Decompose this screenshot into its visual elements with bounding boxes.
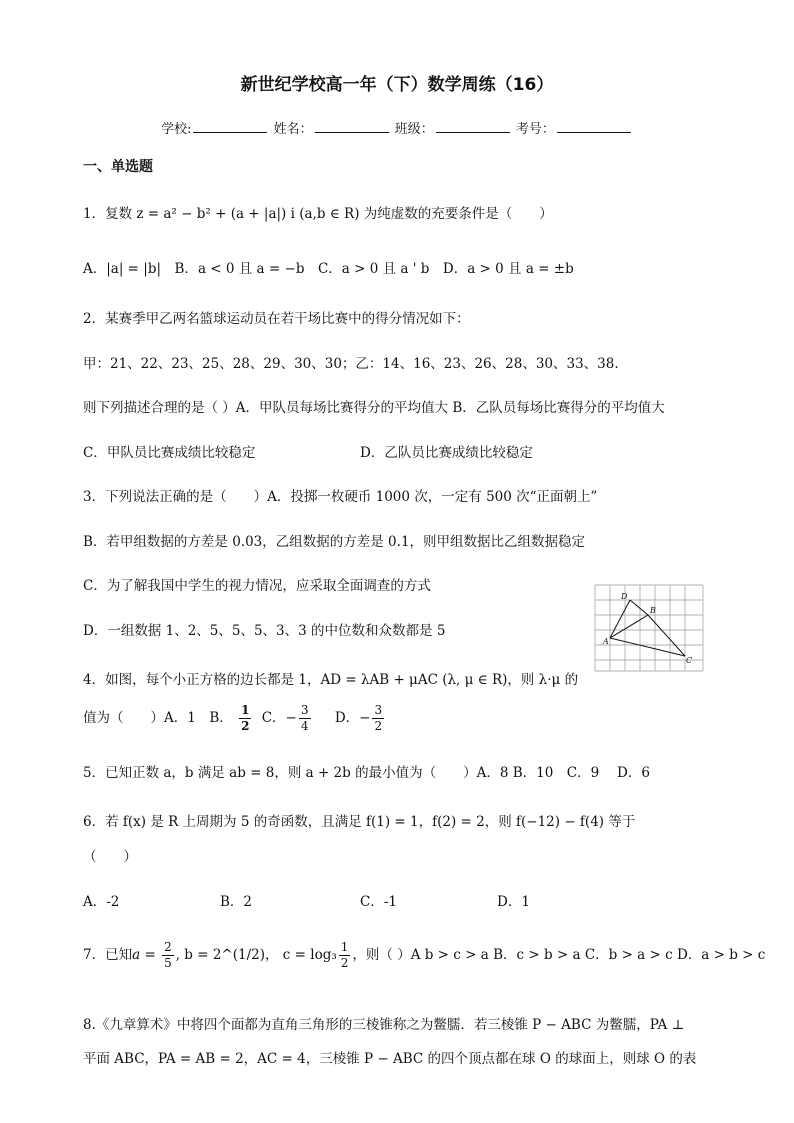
q7-c-fraction (339, 940, 351, 971)
q8-line2: 平面 ABC，PA = AB = 2，AC = 4，三棱锥 P − ABC 的四个顶点都在球 O 的球面上，则球 O 的表 (83, 1051, 697, 1067)
q3-option-c: C．为了解我国中学生的视力情况，应采取全面调查的方式 (83, 578, 431, 594)
grid-triangle-figure (593, 583, 705, 673)
q3-option-b: B．若甲组数据的方差是 0.03，乙组数据的方差是 0.1，则甲组数据比乙组数据稳定 (83, 534, 586, 550)
exam-no-label: 考号： (515, 122, 555, 137)
section-heading: 一、单选题 (83, 159, 153, 175)
q7-a-num: 2 (164, 940, 172, 954)
q4-c-num: 3 (300, 703, 309, 717)
q7-b-part: b = 2^(1/2)， (184, 947, 279, 963)
q4-option-b-fraction (239, 703, 251, 734)
q4-b-num: 1 (241, 703, 250, 717)
q1-options: A．|a| = |b| B．a < 0 且 a = −b C．a > 0 且 a ' b D．a > 0 且 a = ±b (83, 261, 574, 277)
q7-a-den: 5 (164, 956, 172, 970)
class-label: 班级： (394, 122, 434, 137)
q5-stem: 5．已知正数 a，b 满足 ab = 8，则 a + 2b 的最小值为（ ）A．8 B．10 C．9 D．6 (83, 765, 650, 781)
q6-option-b: B．2 (220, 894, 253, 910)
q3-option-d: D．一组数据 1、2、5、5、5、3、3 的中位数和众数都是 5 (83, 623, 446, 639)
label-c: C (686, 656, 693, 665)
class-blank (436, 120, 510, 133)
q2-option-d: D．乙队员比赛成绩比较稳定 (360, 445, 533, 461)
triangle-lines (610, 600, 685, 656)
q1-stem: 1．复数 z = a² − b² + (a + |a|) i (a,b ∈ R) 为纯虚数的充要条件是（ ） (83, 206, 553, 222)
q2-option-c: C．甲队员比赛成绩比较稳定 (83, 445, 256, 461)
page-title: 新世纪学校高一年（下）数学周练（16） (240, 75, 554, 95)
q4-stem: 4．如图，每个小正方格的边长都是 1，AD = λAB + μAC (λ, μ ∈ R)，则 λ·μ 的 (83, 672, 579, 688)
q7-row: 7．已知a = $\frac{2}{5}$ , b = 2^(1/2)， c = log₃ $\frac{1}{2}$ ，则（ ）A b > c > a B．c > b > a C．b > a > c D．a > b > c (83, 940, 766, 970)
q4-option-c-fraction (299, 703, 311, 734)
exam-no-blank (557, 120, 631, 133)
label-d: D (621, 592, 628, 601)
q7-a-fraction (162, 940, 174, 971)
q4-answer-row (83, 703, 386, 734)
q7-prefix: 7．已知 (83, 947, 133, 963)
q7-c-num: 1 (340, 940, 349, 954)
name-blank (315, 120, 389, 133)
label-a: A (603, 637, 609, 646)
q6-paren: （ ） (83, 849, 137, 865)
q6-stem: 6．若 f(x) 是 R 上周期为 5 的奇函数，且满足 f(1) = 1，f(2) = 2，则 f(−12) − f(4) 等于 (83, 814, 636, 830)
name-label: 姓名： (273, 122, 313, 137)
q2-stem: 2．某赛季甲乙两名篮球运动员在若干场比赛中的得分情况如下： (83, 311, 470, 327)
q6-option-c: C．-1 (360, 894, 397, 910)
q6-option-d: D．1 (497, 894, 530, 910)
q2-data: 甲：21、22、23、25、28、29、30、30；乙：14、16、23、26、28、30、33、38. (83, 356, 619, 372)
q4-b-den: 2 (241, 719, 250, 733)
school-blank (193, 120, 267, 133)
q2-line3: 则下列描述合理的是（ ）A．甲队员每场比赛得分的平均值大 B．乙队员每场比赛得分的平均值大 (83, 400, 665, 416)
q8-line1: 8.《九章算术》中将四个面都为直角三角形的三棱锥称之为鳖臑．若三棱锥 P − ABC 为鳖臑，PA ⊥ (83, 1017, 685, 1033)
q4-d-den: 2 (374, 719, 383, 733)
student-info-row (0, 118, 794, 137)
school-label: 学校: (161, 122, 192, 137)
q7-options: ，则（ ）A b > c > a B．c > b > a C．b > a > c D．a > b > c (352, 947, 766, 963)
label-b: B (650, 606, 656, 615)
q4-option-d-prefix: D．− (334, 710, 371, 726)
q7-c-part: c = log₃ (282, 947, 337, 963)
q4-answer-prefix: 值为（ ）A．1 B． (83, 710, 233, 726)
q6-option-a: A．-2 (83, 894, 120, 910)
q3-stem: 3．下列说法正确的是（ ）A．投掷一枚硬币 1000 次，一定有 500 次“正面朝上” (83, 489, 598, 505)
q7-c-den: 2 (340, 956, 349, 970)
q4-option-d-fraction (372, 703, 384, 734)
q4-option-c-prefix: C．− (261, 710, 297, 726)
q4-c-den: 4 (300, 719, 309, 733)
q4-d-num: 3 (374, 703, 383, 717)
